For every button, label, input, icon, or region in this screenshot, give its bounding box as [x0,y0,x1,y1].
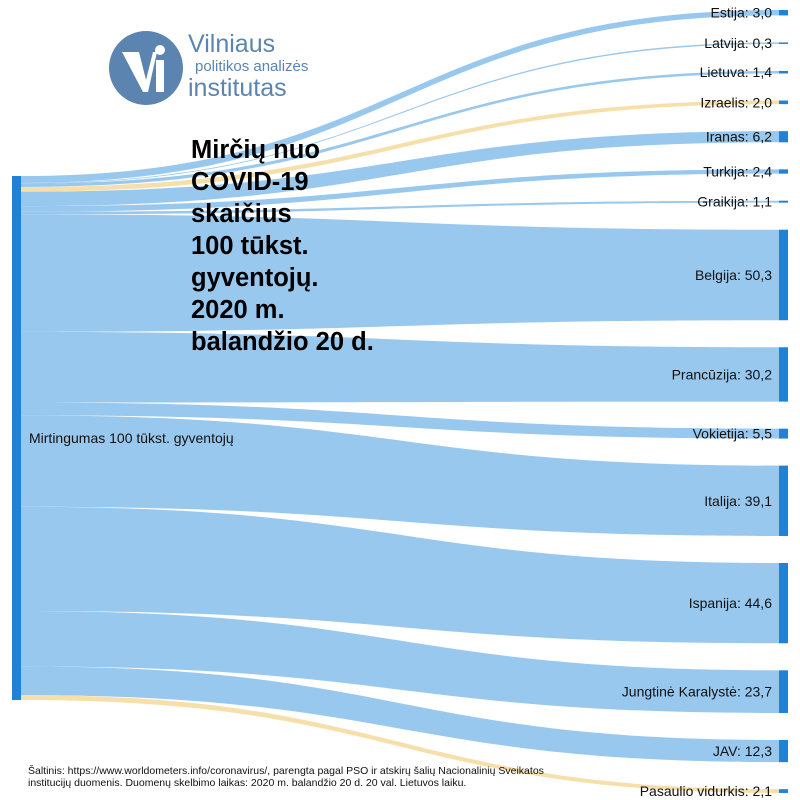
target-node-italija [779,466,788,536]
target-node-turkija [779,169,788,173]
target-label-ispanija: Ispanija: 44,6 [688,595,772,612]
target-node-iranas [779,131,788,142]
target-node-estija [779,10,788,15]
target-label-jav: JAV: 12,3 [712,743,772,760]
target-node-lietuva [779,71,788,74]
target-label-estija: Estija: 3,0 [710,4,772,21]
logo-text-line-2: politikos analizės [195,58,309,75]
target-label-izraelis: Izraelis: 2,0 [700,94,772,111]
target-label-iranas: Iranas: 6,2 [705,128,772,145]
target-node-latvija [779,42,788,44]
target-label-lietuva: Lietuva: 1,4 [699,64,772,81]
target-label-belgija: Belgija: 50,3 [694,266,772,283]
target-label-prancuzija: Prancūzija: 30,2 [671,366,772,383]
target-node-graikija [779,201,788,203]
target-label-italija: Italija: 39,1 [704,492,772,509]
target-node-jav [779,740,788,762]
target-node-vokietija [779,429,788,439]
target-node-belgija [779,230,788,321]
source-note: Šaltinis: https://www.worldometers.info/coronavirus/, parengta pagal PSO ir atskirų šalių Nacionalinių Sveikatos institucijų duomenis. Duomenų skelbimo laikas: 2020 m. balandžio 20 d. 20 val. Lietuvos laiku. [28,765,544,789]
target-label-turkija: Turkija: 2,4 [703,163,772,180]
target-node-prancuzija [779,347,788,401]
target-node-pasaulio-vidurkis [779,789,788,793]
target-label-pasaulio-vidurkis: Pasaulio vidurkis: 2,1 [639,783,772,800]
vpai-logo-icon [108,30,184,106]
target-node-izraelis [779,101,788,105]
target-node-ispanija [779,563,788,643]
chart-title: Mirčių nuo COVID-19 skaičius 100 tūkst. gyventojų. 2020 m. balandžio 20 d. [191,136,374,356]
target-label-jungtine-karalyste: Jungtinė Karalystė: 23,7 [621,683,772,700]
source-label: Mirtingumas 100 tūkst. gyventojų [29,430,234,446]
target-node-jungtine-karalyste [779,670,788,713]
institute-logo [108,30,338,106]
target-label-graikija: Graikija: 1,1 [697,193,772,210]
flow-links [21,10,779,793]
target-label-latvija: Latvija: 0,3 [704,35,772,52]
source-node [12,176,21,700]
logo-text-line-1: Vilniaus [188,30,276,58]
target-label-vokietija: Vokietija: 5,5 [692,425,772,442]
logo-text-line-3: institutas [188,74,287,102]
